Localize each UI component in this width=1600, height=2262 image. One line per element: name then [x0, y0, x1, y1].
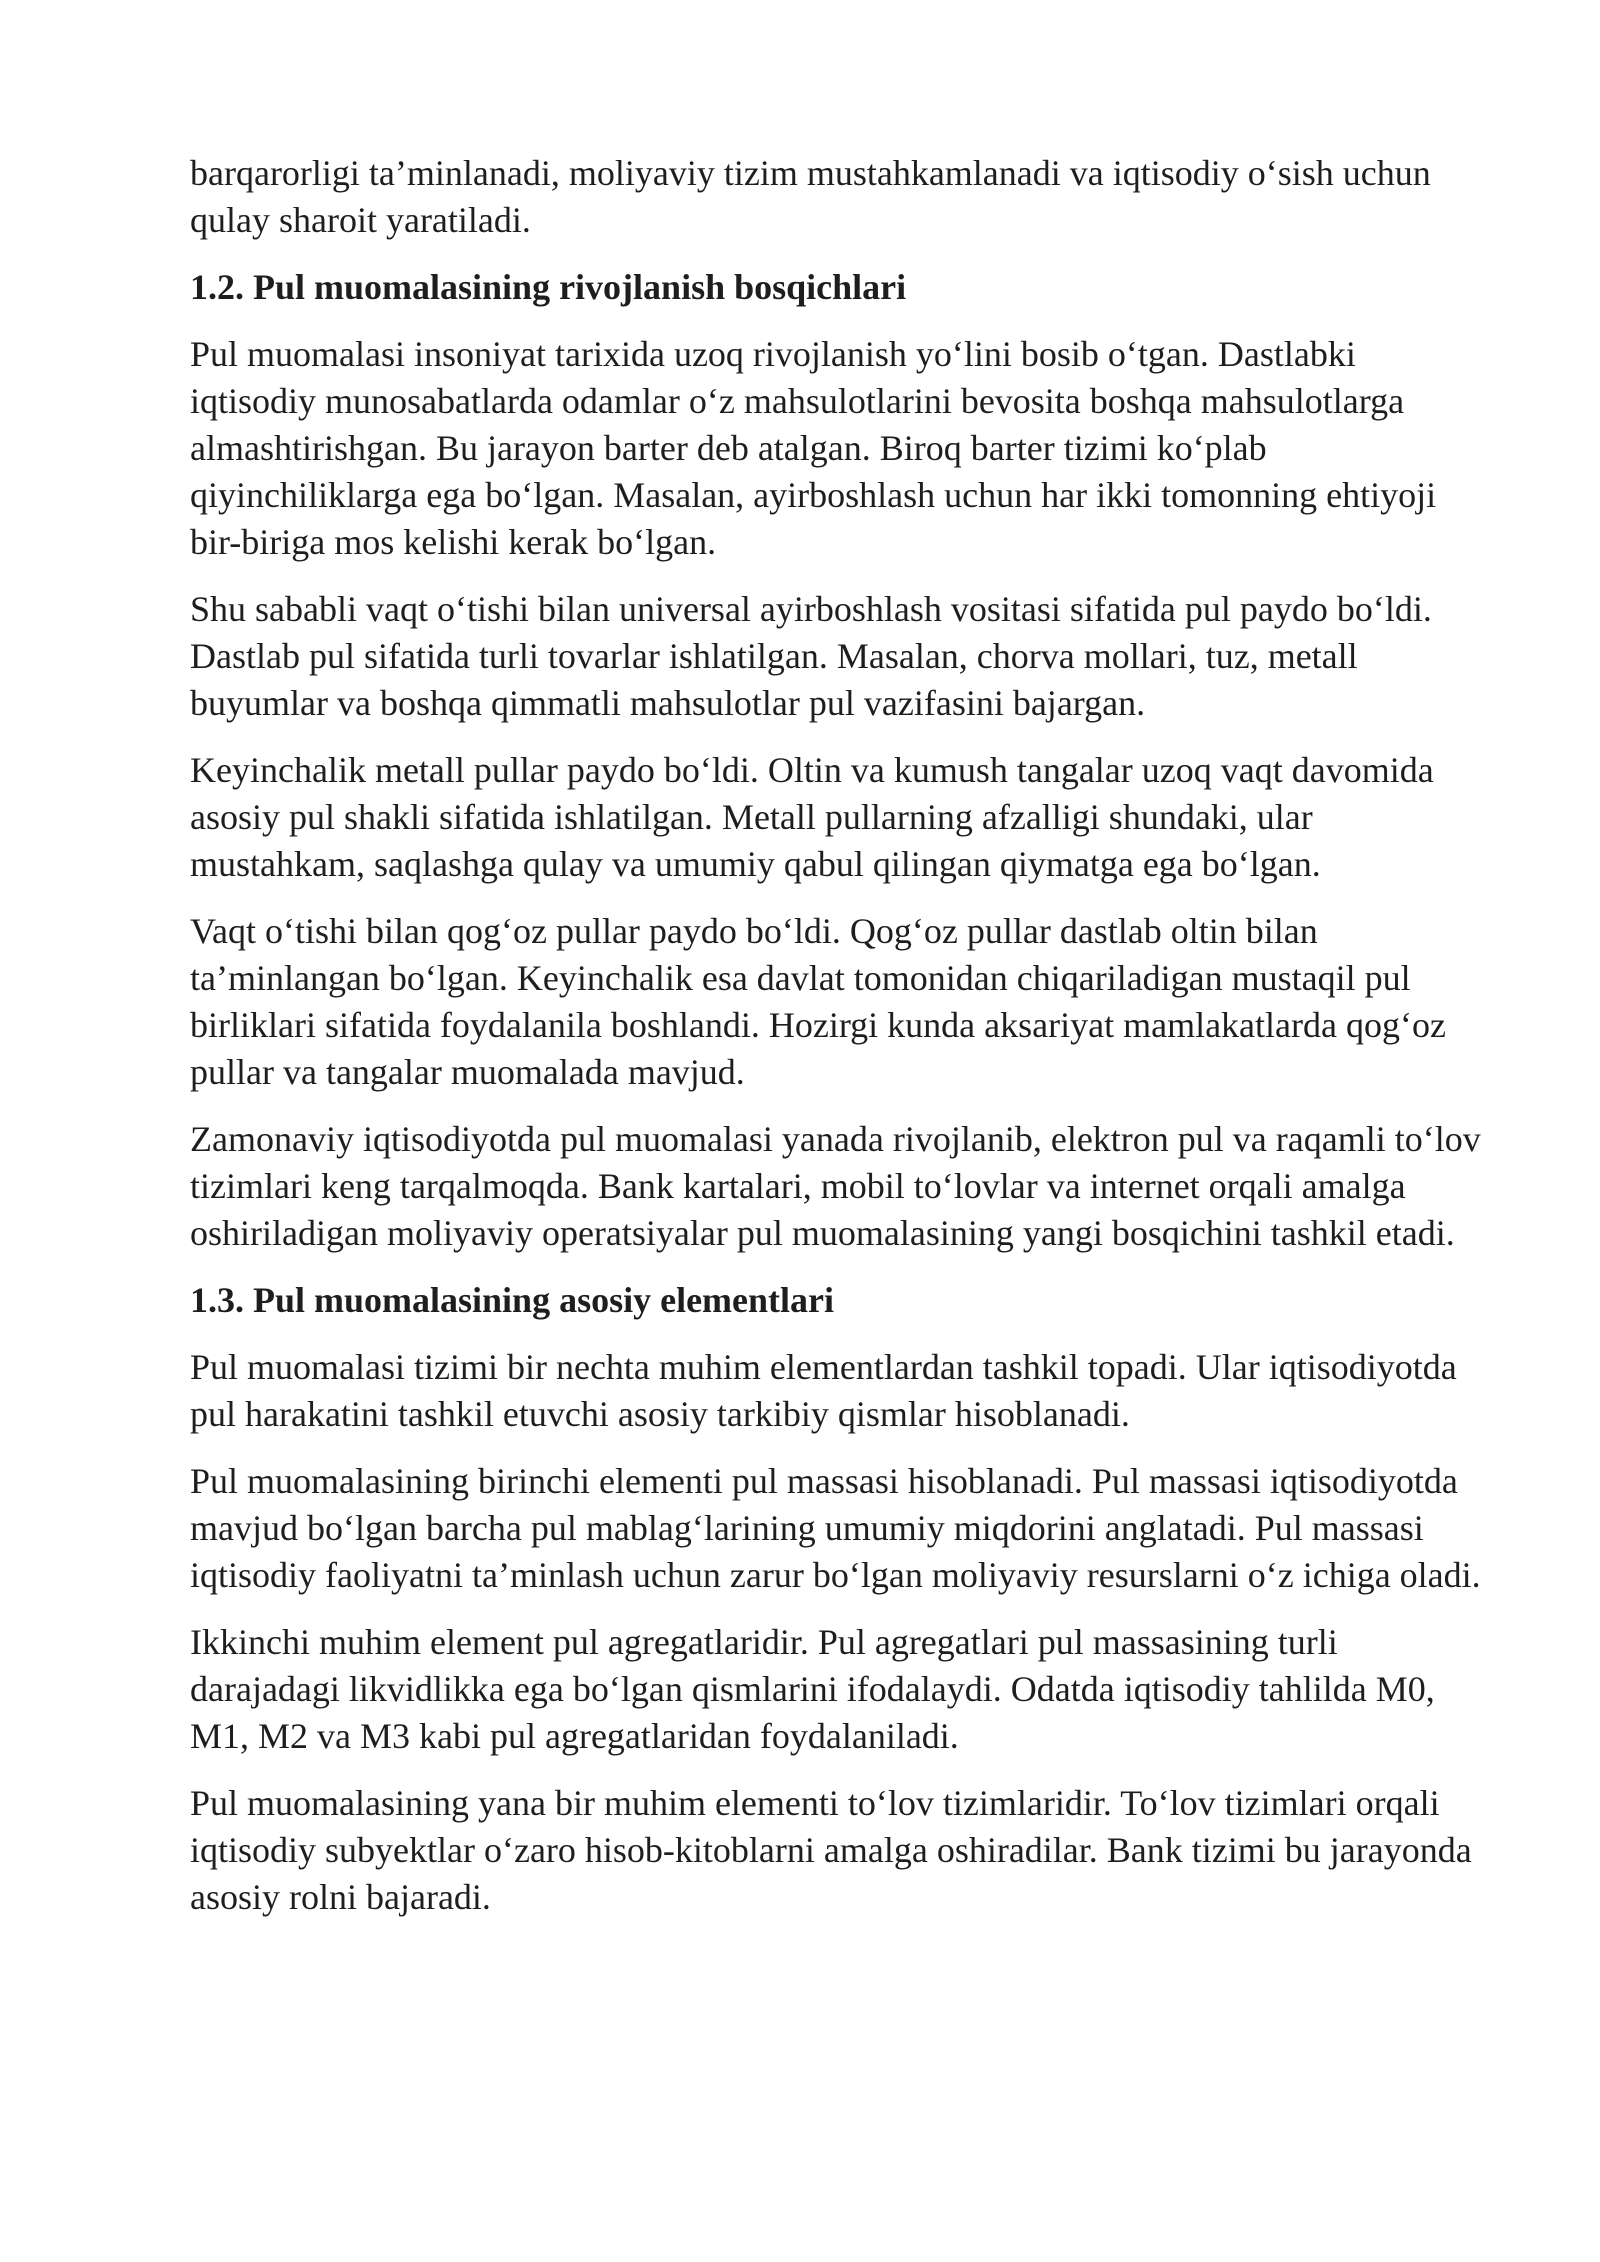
section-heading-1-2: 1.2. Pul muomalasining rivojlanish bosqichlari — [190, 267, 907, 307]
paragraph-paper-money: Vaqt o‘tishi bilan qog‘oz pullar paydo bo‘ldi. Qog‘oz pullar dastlab oltin bilan ta’minlangan bo‘lgan. Keyinchalik esa davlat tomonidan chiqariladigan mustaqil pul birliklari sifatida foydalanila boshlandi. Hozirgi kunda aksariyat mamlakatlarda qog‘oz pullar va tangalar muomalada mavjud. — [190, 911, 1446, 1092]
paragraph-barter: Pul muomalasi insoniyat tarixida uzoq rivojlanish yo‘lini bosib o‘tgan. Dastlabki iqtisodiy munosabatlarda odamlar o‘z mahsulotlarini bevosita boshqa mahsulotlarga almashtirishgan. Bu jarayon barter deb atalgan. Biroq barter tizimi ko‘plab qiyinchiliklarga ega bo‘lgan. Masalan, ayirboshlash uchun har ikki tomonning ehtiyoji bir-biriga mos kelishi kerak bo‘lgan. — [190, 334, 1437, 562]
paragraph-metal-money: Keyinchalik metall pullar paydo bo‘ldi. Oltin va kumush tangalar uzoq vaqt davomida asosiy pul shakli sifatida ishlatilgan. Metall pullarning afzalligi shundaki, ular mustahkam, saqlashga qulay va umumiy qabul qilingan qiymatga ega bo‘lgan. — [190, 750, 1434, 884]
paragraph-commodity-money: Shu sababli vaqt o‘tishi bilan universal ayirboshlash vositasi sifatida pul paydo bo‘ldi. Dastlab pul sifatida turli tovarlar ishlatilgan. Masalan, chorva mollari, tuz, metall buyumlar va boshqa qimmatli mahsulotlar pul vazifasini bajargan. — [190, 589, 1432, 723]
page-content — [190, 150, 1490, 1941]
paragraph-payment-systems: Pul muomalasining yana bir muhim elementi to‘lov tizimlaridir. To‘lov tizimlari orqali iqtisodiy subyektlar o‘zaro hisob-kitoblarni amalga oshiradilar. Bank tizimi bu jarayonda asosiy rolni bajaradi. — [190, 1783, 1472, 1917]
paragraph-elements-intro: Pul muomalasi tizimi bir nechta muhim elementlardan tashkil topadi. Ular iqtisodiyotda pul harakatini tashkil etuvchi asosiy tarkibiy qismlar hisoblanadi. — [190, 1347, 1457, 1434]
paragraph-electronic-money: Zamonaviy iqtisodiyotda pul muomalasi yanada rivojlanib, elektron pul va raqamli to‘lov tizimlari keng tarqalmoqda. Bank kartalari, mobil to‘lovlar va internet orqali amalga oshiriladigan moliyaviy operatsiyalar pul muomalasining yangi bosqichini tashkil etadi. — [190, 1119, 1481, 1253]
paragraph-intro-continuation: barqarorligi ta’minlanadi, moliyaviy tizim mustahkamlanadi va iqtisodiy o‘sish uchun qulay sharoit yaratiladi. — [190, 153, 1431, 240]
paragraph-money-mass: Pul muomalasining birinchi elementi pul massasi hisoblanadi. Pul massasi iqtisodiyotda mavjud bo‘lgan barcha pul mablag‘larining umumiy miqdorini anglatadi. Pul massasi iqtisodiy faoliyatni ta’minlash uchun zarur bo‘lgan moliyaviy resurslarni o‘z ichiga oladi. — [190, 1461, 1481, 1595]
paragraph-money-aggregates: Ikkinchi muhim element pul agregatlaridir. Pul agregatlari pul massasining turli darajadagi likvidlikka ega bo‘lgan qismlarini ifodalaydi. Odatda iqtisodiy tahlilda M0, M1, M2 va M3 kabi pul agregatlaridan foydalaniladi. — [190, 1622, 1435, 1756]
section-heading-1-3: 1.3. Pul muomalasining asosiy elementlari — [190, 1280, 835, 1320]
